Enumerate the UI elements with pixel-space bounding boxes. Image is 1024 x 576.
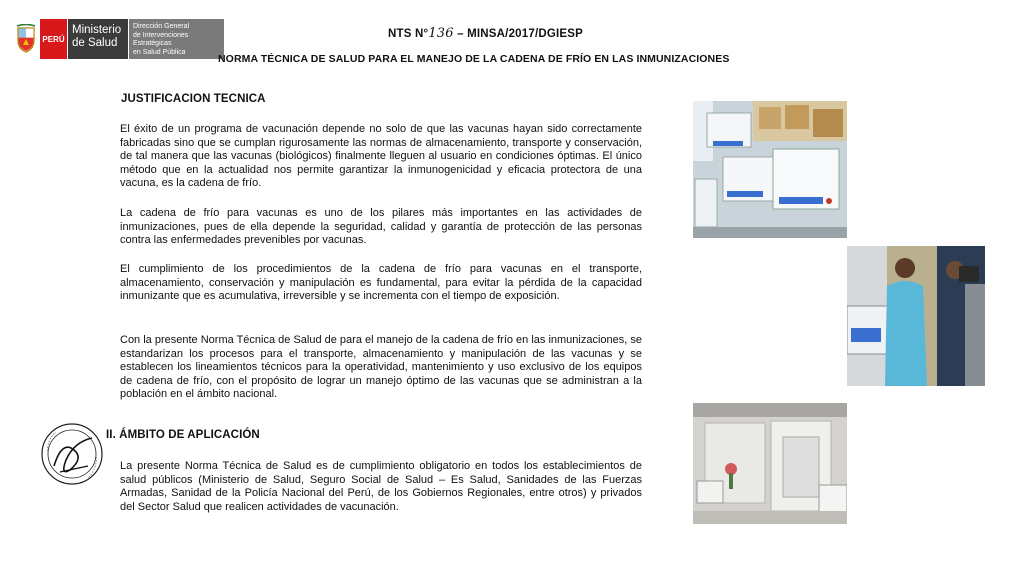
nts-suffix: – MINSA/2017/DGIESP [457,28,584,40]
official-stamp-icon [40,420,106,490]
paragraph-1: El éxito de un programa de vacunación depende no solo de que las vacunas hayan sido correctamente fabricadas sino que se cumplan rigurosamente las normas de almacenamiento, transporte y conservación, de tal manera que las vacunas (biológicos) finalmente lleguen al usuario en condiciones óptimas. El único método que en la actualidad nos permite garantizar la inmunogenicidad y eficacia protectora de una vacuna, es la cadena de frío. [120,123,642,190]
minsa-logo [14,19,224,59]
nts-prefix: NTS N° [388,28,429,40]
heading-ambito: II. ÁMBITO DE APLICACIÓN [106,429,260,441]
document-code [388,26,583,41]
paragraph-2: La cadena de frío para vacunas es uno de los pilares más importantes en las actividades de inmunizaciones, pues de ella depende la seguridad, calidad y garantía de protección de las personas contra las enfermedades prevenibles por vacunas. [120,207,642,247]
photo-freezers-warehouse [693,101,847,238]
directorate-line-3: en Salud Pública [133,48,186,56]
directorate-line-2: de Intervenciones Estratégicas [133,31,189,48]
heading-justificacion: JUSTIFICACION TECNICA [121,93,266,105]
document-title: NORMA TÉCNICA DE SALUD PARA EL MANEJO DE LA CADENA DE FRÍO EN LAS INMUNIZACIONES [218,53,730,65]
directorate-label [129,19,224,59]
country-label: PERÚ [40,19,67,59]
ministry-label [68,19,128,59]
paragraph-5: La presente Norma Técnica de Salud es de cumplimiento obligatorio en todos los establecimientos de salud públicos (Ministerio de Salud, Seguro Social de Salud – Es Salud, Sanidades de las Fuerzas Armadas, Sanidad de la Policía Nacional del Perú, de los Gobiernos Regionales, entre otros) y privados del Sector Salud que realicen actividades de vacunación. [120,460,642,513]
photo-cold-room [693,403,847,524]
photo-health-worker [847,246,985,386]
paragraph-4: Con la presente Norma Técnica de Salud de para el manejo de la cadena de frío en las inmunizaciones, se estandarizan los procesos para el transporte, almacenamiento y manipulación de las vacunas y se establecen los lineamientos técnicos para la operatividad, mantenimiento y uso exclusivo de los equipos de cadena de frío, con el propósito de lograr un manejo óptimo de las vacunas que se administran a la población en el ámbito nacional. [120,334,643,401]
directorate-line-1: Dirección General [133,23,190,30]
coat-of-arms-icon [14,19,38,59]
nts-number: 136 [428,26,454,41]
paragraph-3: El cumplimiento de los procedimientos de la cadena de frío para vacunas en el transporte, almacenamiento, conservación y manipulación es fundamental, para evitar la pérdida de la capacidad inmunizante que es acumulativa, irreversible y se incrementa con el tiempo de exposición. [120,263,642,303]
ministry-name: Ministerio de Salud [72,24,122,49]
